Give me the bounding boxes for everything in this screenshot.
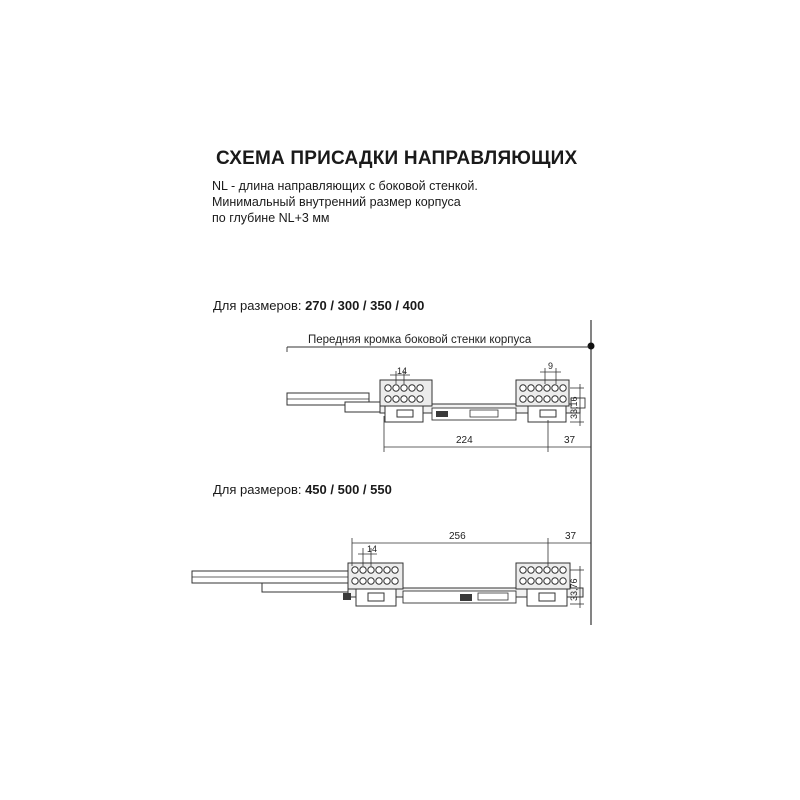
dimension-offset-2-label: 37 <box>565 531 577 542</box>
rail-2-slide <box>262 583 348 592</box>
rear-bracket-2-cap <box>343 593 351 600</box>
dimension-height-2-label: 33,76 <box>569 578 579 601</box>
dimension-length-2-label: 256 <box>449 531 466 542</box>
mechanism-2-part <box>478 593 508 600</box>
edge-label: Передняя кромка боковой стенки корпуса <box>308 334 532 346</box>
sizes-prefix: Для размеров: <box>213 482 306 497</box>
description-line-1: NL - длина направляющих с боковой стенкой. <box>212 179 478 193</box>
front-bracket-2-slot <box>539 593 555 601</box>
dimension-length-1-label: 224 <box>456 435 473 446</box>
diagram-title: СХЕМА ПРИСАДКИ НАПРАВЛЯЮЩИХ <box>216 148 578 169</box>
rail-group-2 <box>192 531 591 608</box>
dimension-offset-1-label: 37 <box>564 435 576 446</box>
sizes-values: 450 / 500 / 550 <box>305 482 392 497</box>
dimension-length-2 <box>352 538 591 566</box>
sizes-prefix: Для размеров: <box>213 298 306 313</box>
mechanism-1-part <box>470 410 498 417</box>
front-edge-marker <box>588 343 595 350</box>
sizes-values: 270 / 300 / 350 / 400 <box>305 298 425 313</box>
mechanism-1-dark <box>436 411 448 417</box>
dimension-front-pitch-1-label: 9 <box>548 361 554 371</box>
mechanism-2-dark <box>460 594 472 601</box>
rear-bracket-2-slot <box>368 593 384 601</box>
dimension-height-1-label: 33,16 <box>569 396 579 419</box>
dimension-hole-pitch-2-label: 14 <box>367 544 378 554</box>
description-line-2: Минимальный внутренний размер корпуса <box>212 195 461 209</box>
front-bracket-1-slot <box>540 410 556 417</box>
rear-bracket-1-slot <box>397 410 413 417</box>
rail-1-slide <box>345 402 385 412</box>
dimension-hole-pitch-1-label: 14 <box>397 366 408 376</box>
description-line-3: по глубине NL+3 мм <box>212 211 330 225</box>
rail-group-1 <box>287 361 591 452</box>
